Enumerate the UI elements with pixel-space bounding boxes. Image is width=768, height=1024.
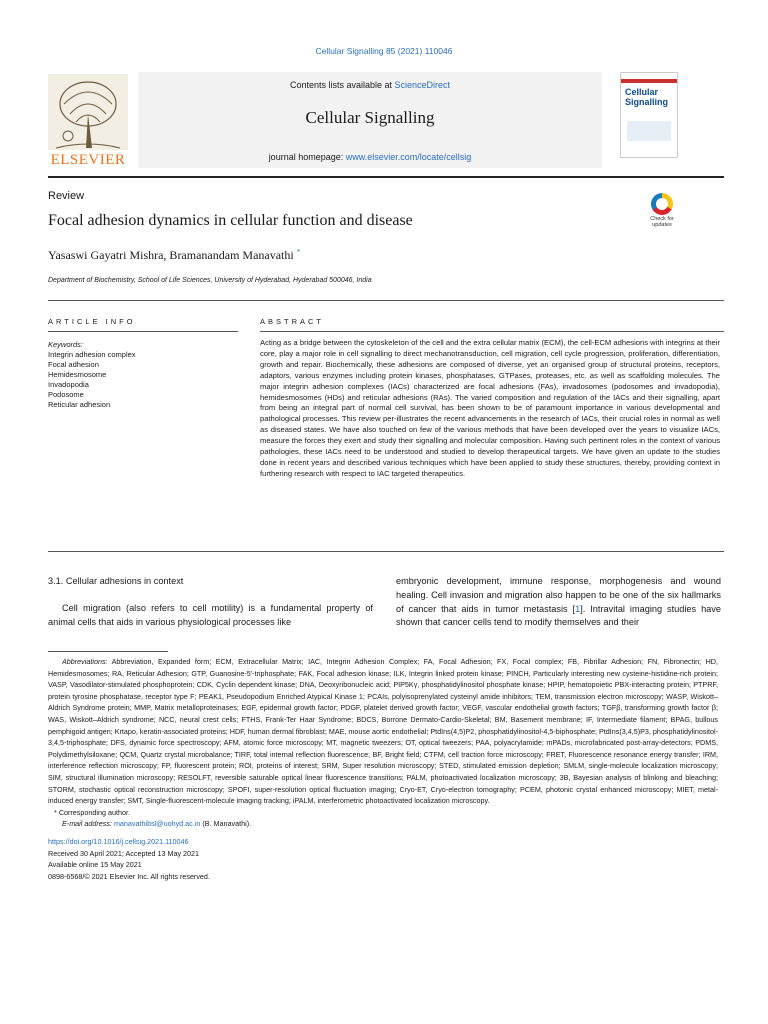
- affiliation-rule: [48, 300, 724, 301]
- keyword-item: Reticular adhesion: [48, 400, 111, 409]
- right-column-paragraph: [396, 575, 721, 630]
- crossmark-line1: Check for: [650, 216, 674, 222]
- sciencedirect-link[interactable]: ScienceDirect: [394, 80, 451, 90]
- abstract-rule: [260, 331, 724, 332]
- abstract-bottom-rule: [48, 551, 724, 552]
- abbreviations-footnote: [48, 656, 718, 807]
- right-paragraph-text: embryonic development, immune response, morphogenesis and wound healing. Cell invasion and migration also happen to be one of the six hallmarks of cancer that aids in tumor metastasis [: [396, 576, 721, 614]
- left-column-paragraph: Cell migration (also refers to cell motility) is a fundamental property of animal cells that aids in various physiological processes like: [48, 603, 373, 627]
- corresponding-text: Corresponding author.: [58, 807, 130, 817]
- affiliation: Department of Biochemistry, School of Life Sciences, University of Hyderabad, Hyderabad 500046, India: [48, 277, 372, 284]
- crossmark-badge[interactable]: [646, 193, 678, 229]
- abstract-heading: ABSTRACT: [260, 317, 325, 326]
- keyword-item: Focal adhesion: [48, 360, 99, 369]
- footnotes: [48, 656, 718, 882]
- email-label: E-mail address:: [62, 819, 112, 829]
- email-link[interactable]: manavathibsl@uohyd.ac.in: [113, 819, 201, 829]
- authors: [48, 248, 300, 263]
- publisher-name: ELSEVIER: [50, 152, 126, 168]
- corresponding-mark: *: [54, 807, 57, 817]
- keyword-item: Integrin adhesion complex: [48, 350, 136, 359]
- masthead: [48, 72, 724, 170]
- received-dates: Received 30 April 2021; Accepted 13 May 2021: [48, 848, 200, 858]
- abstract-text: Acting as a bridge between the cytoskeleton of the cell and the extra cellular matrix (ECM), the cell-ECM adhesions with integrins at their core, play a major role in cell signalling to direct mechanotransduction, cell migration, cell cycle progression, proliferation, differentiation, growth and repair. Biochemically, these adhesions are composed of diverse, yet an organised group of structural proteins, receptors, adaptors, various enzymes including protein kinases, phosphatases, GTPases, proteases, etc. as well as scaffolding molecules. The major integrin adhesion complexes (IACs) characterized are focal adhesions (FAs), invadosomes (podosomes and invadopodia), hemidesmosomes (HDs) and reticular adhesions (RAs). The varied composition and regulation of the IACs and their signalling, apart from being an integral part of normal cell survival, has been shown to be of paramount importance in various developmental and pathological processes. This review per-illustrates the recent advancements in the research of IACs, their crucial roles in normal as well as diseased states. We have also touched on few of the various methods that have been developed over the years to visualize IACs, measure the forces they exert and study their signalling and molecular composition. Having such pertinent roles in the context of various pathologies, these IACs need to be understood and studied to develop therapeutical targets. We have given an update to the studies done in recent years and described various techniques which have been applied to study these structures, thereby, providing context in furthering research with respect to IAC targeted therapeutics.: [260, 338, 720, 478]
- email-suffix: (B. Manavathi).: [202, 819, 252, 829]
- homepage-link[interactable]: www.elsevier.com/locate/cellsig: [345, 152, 472, 162]
- abbreviations-label: Abbreviations:: [62, 657, 108, 666]
- homepage-prefix: journal homepage:: [268, 152, 346, 162]
- article-info-rule: [48, 331, 238, 332]
- journal-title: Cellular Signalling: [305, 108, 435, 127]
- keywords-block: [48, 340, 218, 410]
- keyword-item: Invadopodia: [48, 380, 89, 389]
- crossmark-text: [646, 216, 678, 228]
- author-names: Yasaswi Gayatri Mishra, Bramanandam Manavathi: [48, 248, 294, 262]
- article-type: Review: [48, 190, 85, 202]
- right-paragraph-text-end: ]. Intravital imaging studies have shown that cancer cells tend to modify themselves and their: [396, 603, 721, 628]
- crossmark-line2: updates: [652, 222, 672, 228]
- masthead-rule: [48, 176, 724, 178]
- journal-homepage: [138, 152, 602, 162]
- copyright: 0898-6568/© 2021 Elsevier Inc. All rights reserved.: [48, 871, 210, 881]
- footnote-rule: [48, 651, 168, 652]
- cover-accent-bar: [621, 79, 677, 83]
- section-heading: 3.1. Cellular adhesions in context: [48, 576, 184, 586]
- corresponding-footnote: [48, 807, 718, 819]
- journal-citation[interactable]: Cellular Signalling 85 (2021) 110046: [315, 46, 453, 56]
- online-date: Available online 15 May 2021: [48, 860, 142, 870]
- cover-image: [627, 121, 671, 141]
- keyword-item: Podosome: [48, 390, 84, 399]
- crossmark-icon: [651, 193, 673, 215]
- journal-cover: [620, 72, 678, 158]
- contents-line: [138, 80, 602, 90]
- email-footnote: [48, 818, 718, 830]
- contents-prefix: Contents lists available at: [289, 80, 395, 90]
- corresponding-author-mark[interactable]: *: [296, 248, 301, 256]
- reference-link[interactable]: 1: [575, 603, 581, 614]
- masthead-box: [138, 72, 602, 168]
- elsevier-logo: [48, 74, 128, 168]
- abbreviations-text: Abbreviation, Expanded form; ECM, Extracellular Matrix; IAC, Integrin Adhesion Complex; FA, Focal Adhesion; FX, Focal complex; FB, Fibrillar Adhesion; FN, Fibronectin; HD, Hemidesmosomes; RA, Reticular Adhesion; GTP, Guanosine-5'-triphosphate; FAK, Focal adhesion kinase; ILK, Integrin linked protein kinase; PINCH, Particularly interesting new cysteine-histidine-rich protein; VASP, Vasodilator-stimulated phosphoprotein; CDK, Cyclin dependent kinase; DNA, Deoxyribonucleic acid; PIP5Kγ, phosphatidylinositol phosphate kinase; HPIP, hematopoietic PBX-interacting protein; PTPRF, protein tyrosine phosphatase, receptor type F; PEAK1, Pseudopodium Enriched Atypical Kinase 1; PCAIs, polyisoprenylated cysteinyl amide inhibitors; TEM, transmission electron microscopy; WASP, Wiskott–Aldrich Syndrome protein; MMP, Matrix metalloproteinases; EGF, epidermal growth factor; PDGF, platelet derived growth factor; VEGF, vascular endothelial growth factors; TGFβ, transforming growth factor β; WAS, Wiskott–Aldrich syndrome; NCC, neural crest cells; FTHS, Frank-Ter Haar Syndrome; BDCS, Borrone Dermato-Cardio-Skeletal; BM, Basement membrane; IF, Intermediate filament; BPAG, bullous pemphigoid antigen; Krtapo, keratin-associated proteins; HDF, human dermal fibroblast; MAE, mouse aortic endothelial; PtdIns(4,5)P2, phosphatidylinositol-4,5-biphosphate; PtdIns(3,4,5)P3, phosphatidylinositol-3,4,5-triphosphate; DFS, dynamic force spectroscopy; AFM, atomic force microscopy; MT, magnetic tweezers; OT, optical tweezers; PAA, polyacrylamide; mPADs, microfabricated post-array-detectors; PDMS, Polydimethylsiloxane; QCM, Quartz crystal microbalance; TIRF, total internal reflection fluorescence; BF, Bright field; CTFM, cell traction force microscopy; FRET, Fluorescence resonance energy transfer; IRM, interference reflection microscopy; FP, fluorescent protein; ROI, proteins of interest; SRM, Super resolution microscopy; STED, stimulated emission depletion; SMLM, single-molecule localization microscopy; SIM, structural illumination microscopy; RESOLFT, reversible saturable optical linear fluorescence transitions; PALM, photoactivated localization microscopy; 3B, Bayesian analysis of blinking and bleaching; STORM, stochastic optical reconstruction microscopy; SPOFI, super-resolution optical fluctuation imaging; Cryo-ET, Cryo-electron tomography; PCEM, photonic crystal enhanced microscopy; MIET, metal-induced energy transfer; SMT, Single-fluorescent-molecule imaging tracking; iPALM, interferometric photoactivated localization microscopy.: [48, 657, 719, 806]
- article-info-heading: ARTICLE INFO: [48, 317, 136, 326]
- doi-link[interactable]: https://doi.org/10.1016/j.cellsig.2021.110046: [48, 836, 189, 846]
- elsevier-tree-icon: [48, 74, 128, 150]
- keyword-item: Hemidesmosome: [48, 370, 107, 379]
- keywords-label: Keywords:: [48, 340, 84, 349]
- cover-title: Cellular Signalling: [625, 87, 669, 107]
- article-title: Focal adhesion dynamics in cellular function and disease: [48, 212, 413, 229]
